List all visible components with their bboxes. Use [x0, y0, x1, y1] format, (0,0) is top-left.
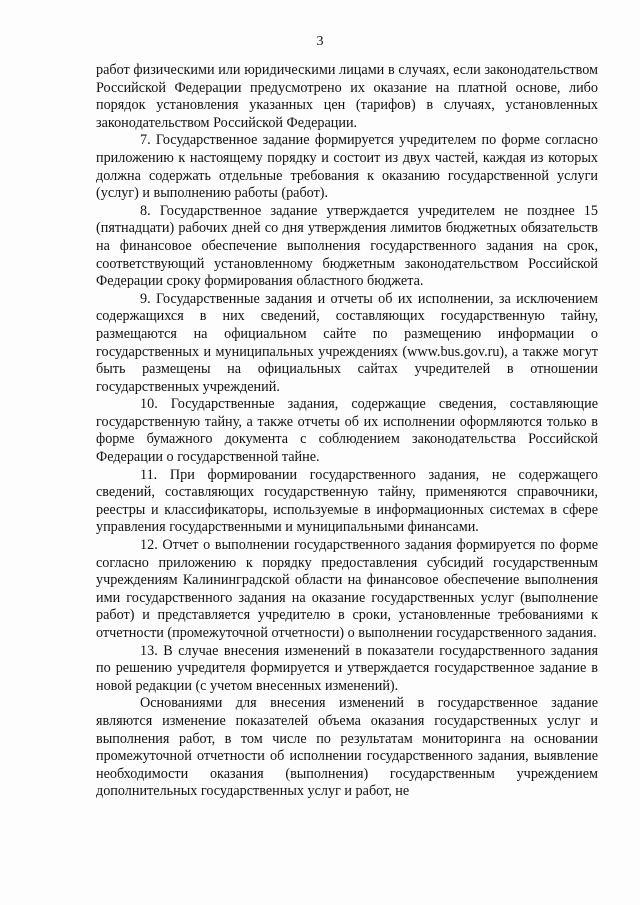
paragraph-9: 9. Государственные задания и отчеты об их исполнении, за исключением содержащихся в них сведений, составляющих государственную тайну, размещаются на официальном сайте по размещению информации о государственных и муниципальных учреждениях (www.bus.gov.ru), а также могут быть размещены на официальных сайтах учредителей в отношении государственных учреждений. — [96, 290, 598, 395]
paragraph-10: 10. Государственные задания, содержащие сведения, составляющие государственную тайну, а также отчеты об их исполнении оформляются только в форме бумажного документа с соблюдением законодательства Российской Федерации о государственной тайне. — [96, 396, 598, 466]
paragraph-8: 8. Государственное задание утверждается учредителем не позднее 15 (пятнадцати) рабочих дней со дня утверждения лимитов бюджетных обязательств на финансовое обеспечение выполнения государственного задания на срок, соответствующий установленному бюджетным законодательством Российской Федерации сроку формирования областного бюджета. — [96, 202, 598, 290]
paragraph-grounds: Основаниями для внесения изменений в государственное задание являются изменение показателей объема оказания государственных услуг и выполнения работ, в том числе по результатам мониторинга на основании промежуточной отчетности об исполнении государственного задания, выявление необходимости оказания (выполнения) государственным учреждением дополнительных государственных услуг и работ, не — [96, 695, 598, 800]
paragraph-continuation: работ физическими или юридическими лицами в случаях, если законодательством Российской Федерации предусмотрено их оказание на платной основе, либо порядок установления указанных цен (тарифов) в случаях, установленных законодательством Российской Федерации. — [96, 62, 598, 131]
page-number: 3 — [316, 34, 324, 49]
document-body — [96, 62, 598, 801]
paragraph-13: 13. В случае внесения изменений в показатели государственного задания по решению учредителя формируется и утверждается государственное задание в новой редакции (с учетом внесенных изменений). — [96, 642, 598, 694]
paragraph-7: 7. Государственное задание формируется учредителем по форме согласно приложению к настоящему порядку и состоит из двух частей, каждая из которых должна содержать отдельные требования к оказанию государственной услуги (услуг) и выполнению работы (работ). — [96, 132, 598, 202]
paragraph-12: 12. Отчет о выполнении государственного задания формируется по форме согласно приложению к порядку предоставления субсидий государственным учреждениям Калининградской области на финансовое обеспечение выполнения ими государственного задания на оказание государственных услуг (выполнение работ) и представляется учредителю в сроки, установленные требованиями к отчетности (промежуточной отчетности) о выполнении государственного задания. — [96, 537, 598, 641]
paragraph-11: 11. При формировании государственного задания, не содержащего сведений, составляющих государственную тайну, применяются справочники, реестры и классификаторы, используемые в информационных системах в сфере управления государственными и муниципальными финансами. — [96, 466, 598, 536]
